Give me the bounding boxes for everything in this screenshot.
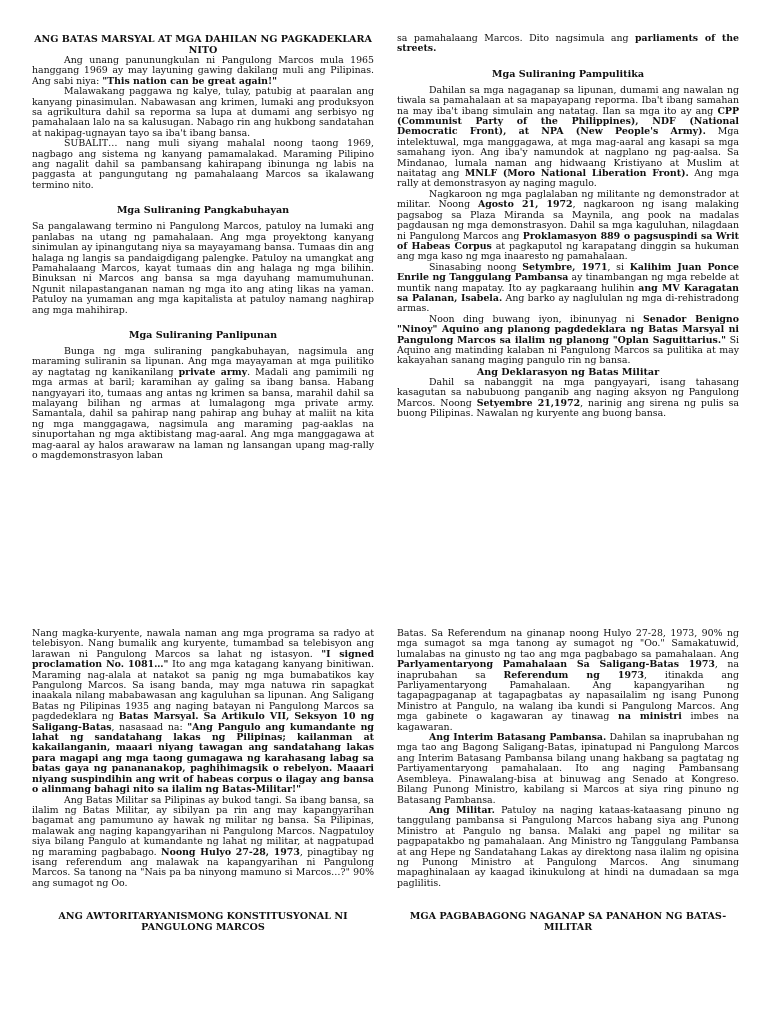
column-top-right xyxy=(397,34,739,579)
paragraph: Dahilan sa mga nagaganap sa lipunan, dumami ang nawalan ng tiwala sa pamahalaan at sa mapayapang reporma. Iba't ibang samahan na may iba't ibang simulain ang natatag. Ilan sa mga ito ay ang CPP (Communist Party of the Philippines), NDF (National Democratic Front), at NPA (New People's Army). Mga intelektuwal, mga manggagawa, at mga mag-aaral ang kasapi sa mga samahang iyon. Ang iba'y namundok at nagplano ng pag-aalsa. Sa Mindanao, lumala naman ang hidwaang Kristiyano at Muslim at naitatag ang MNLF (Moro National Liberation Front). Ang mga rally at demonstrasyon ay naging magulo. xyxy=(397,84,739,190)
paragraph: Nang magka-kuryente, nawala naman ang mga programa sa radyo at telebisyon. Nang bumalik ang kuryente, tumambad sa telebisyon ang larawan ni Pangulong Marcos sa lahat ng istasyon. "I signed proclamation No. 1081…" Ito ang mga katagang kanyang binitiwan. Maraming nag-alala at natakot sa panig ng mga bumabatikos kay Pangulong Marcos. Sa isang banda, may mga natuwa rin sapagkat inaakala nilang mababawasan ang kaguluhan sa lipunan. Ang Saligang Batas ng Pilipinas 1935 ang naging batayan ni Pangulong Marcos sa pagdedeklara ng Batas Marsyal. Sa Artikulo VII, Seksyon 10 ng Saligang-Batas, nasasaad na: "Ang Pangulo ang kumandante ng lahat ng sandatahang lakas ng Pilipinas; kailanman at kakailanganin, maaari niyang tawagan ang sandatahang lakas para magapi ang mga taong gumagawa ng karahasang labag sa batas gaya ng panananakop, paghihimagsik o rebelyon. Maaari niyang suspindihin ang writ of habeas corpus o ilagay ang bansa o alinmang bahagi nito sa ilalim ng Batas-Militar!" xyxy=(32,629,374,796)
heading-batas-marsyal: ANG BATAS MARSYAL AT MGA DAHILAN NG PAGKADEKLARA NITO xyxy=(34,34,372,56)
paragraph: Bunga ng mga suliraning pangkabuhayan, nagsimula ang maraming suliranin sa lipunan. Ang mga mayayaman at mga puilitiko ay nagtatag ng kanikanilang private army. Madali ang pamimili ng mga armas at baril; karamihan ay galing sa ibang bansa. Habang nangyayari ito, tumaas ang antas ng krimen sa bansa, marahil dahil sa malayang bilihan ng armas at lumalagong mga private army. Samantala, dahil sa pahirap nang pahirap ang buhay at maliit na kita ng mga manggagawa, nagsimula ang maraming pag-aaklas na sinuportahan ng mga aktibistang mag-aaral. Ang mga manggagawa at mag-aaral ay halos arawaraw na laman ng lansangan upang mag-rally o magdemonstrasyon laban xyxy=(32,345,374,461)
paragraph: Ang Militar. Patuloy na naging kataas-kataasang pinuno ng tanggulang pambansa si Pangulong Marcos habang siya ang Punong Ministro at Pangulo ng bansa. Malaki ang papel ng militar sa pagpapatakbo ng pamahalaan. Ang Ministro ng Tanggulang Pambansa at ang Hepe ng Sandatahang Lakas ay direktong nasa ilalim ng opisina ng Punong Ministro at Pangulong Marcos. Ang sinumang mapaghinalaan ay kaagad ikinukulong at hindi na dumadaan sa mga paglilitis. xyxy=(397,804,739,889)
paragraph: Dahil sa nabanggit na mga pangyayari, isang tahasang kasagutan sa nabubuong panganib ang naging aksyon ng Pangulong Marcos. Noong Setyembre 21,1972, narinig ang sirena ng pulis sa buong Pilipinas. Nawalan ng kuryente ang buong bansa. xyxy=(397,376,739,419)
column-bottom-left xyxy=(32,629,374,1021)
paragraph: Noon ding buwang iyon, ibinunyag ni Senador Benigno "Ninoy" Aquino ang planong pagdedeklara ng Batas Marsyal ni Pangulong Marcos sa ilalim ng planong "Oplan Saguittarius." Si Aquino ang matinding kalaban ni Pangulong Marcos sa pulitika at may kakayahan sanang maging pangulo rin ng bansa. xyxy=(397,313,739,367)
heading-panlipunan: Mga Suliraning Panlipunan xyxy=(128,329,278,341)
paragraph: Ang Interim Batasang Pambansa. Dahilan sa inaprubahan ng mga tao ang Bagong Saligang-Batas, ipinatupad ni Pangulong Marcos ang Interim Batasang Pambansa bilang unang hakbang sa pagtatag ng Partiyamentaryong pamahalaan. Ito ang naging Pambansang Asembleya. Pinawalang-bisa at binuwag ang Senado at Kongreso. Bilang Punong Ministro, kabilang si Marcos at siya ring pinuno ng Batasang Pambansa. xyxy=(397,732,739,806)
paragraph: Batas. Sa Referendum na ginanap noong Hulyo 27-28, 1973, 90% ng mga sumagot sa mga tanong ay sumagot ng "Oo." Samakatuwid, lumalabas na ginusto ng tao ang mga pagbabago sa pamahalaan. Ang Parlyamentaryong Pamahalaan Sa Saligang-Batas 1973, na inaprubahan sa Referendum ng 1973, itinakda ang Parliyamentaryong Pamahalaan. Ang kapangyarihan ng tagapagpaganap at tagapagbatas ay napasailalim ng isang Punong Ministro at Pangulo, na walang iba kundi si Pangulong Marcos. Ang mga gabinete o kagawaran ay tinawag na ministri imbes na kagawaran. xyxy=(397,629,739,733)
paragraph: Malawakang paggawa ng kalye, tulay, patubig at paaralan ang kanyang pinasimulan. Nabawasan ang krimen, lumaki ang produksyon sa agrikultura dahil sa reporma sa lupa at dumami ang serbisyo ng pamahalaan lalo na sa kalusugan. Nabago rin ang hukbong sandatahan at nakipag-ugnayan tayo sa iba't ibang bansa. xyxy=(32,86,374,139)
paragraph: Nagkaroon ng mga paglalaban ng militante ng demonstrador at militar. Noong Agosto 21, 1972, nagkaroon ng isang malaking pagsabog sa Plaza Miranda sa Maynila, ang pook na madalas pagdausan ng mga demonstrasyon. Dahil sa mga kaguluhan, nilagdaan ni Pangulong Marcos ang Proklamasyon 889 o pagsuspindi sa Writ of Habeas Corpus at pagkaputol ng karapatang dinggin sa hukuman ang mga kaso ng mga inaaresto ng pamahalaan. xyxy=(397,188,739,263)
paragraph: Sa pangalawang termino ni Pangulong Marcos, patuloy na lumaki ang panlabas na utang ng pamahalaan. Ang mga proyektong kanyang sinimulan ay ipinangutang niya sa mayayamang bansa. Tumaas din ang halaga ng langis sa pandaigdigang palengke. Patuloy na umangkat ang Pamahalaang Marcos, kayat tumaas din ang halaga ng mga bilihin. Binuksan ni Marcos ang bansa sa mga dayuhang mamumuhunan. Ngunit nilapastanganan naman ng mga ito ang ating likas na yaman. Patuloy na yumaman ang mga kapitalista at patuloy namang naghirap ang mga mahihirap. xyxy=(32,221,374,316)
paragraph: Ang Batas Militar sa Pilipinas ay bukod tangi. Sa ibang bansa, sa ilalim ng Batas Militar, ay sibilyan pa rin ang may kapangyarihan bagamat ang pamumuno ay hawak ng militar ng bansa. Sa Pilipinas, malawak ang naging kapangyarihan ni Pangulong Marcos. Nagpatuloy siya bilang Pangulo at kumandante ng lahat ng militar, at nagpatupad ng maraming pagbabago. Noong Hulyo 27-28, 1973, pinagtibay ng isang referendum ang malawak na kapangyarihan ni Pangulong Marcos. Sa tanong na "Nais pa ba ninyong mamuno si Marcos…?" 90% ang sumagot ng Oo. xyxy=(32,794,374,889)
heading-pangkabuhayan: Mga Suliraning Pangkabuhayan xyxy=(116,205,290,217)
column-top-left xyxy=(32,34,374,579)
heading-pagbabago: MGA PAGBABAGONG NAGANAP SA PANAHON NG BATAS-MILITAR xyxy=(409,911,727,934)
paragraph: Sinasabing noong Setymbre, 1971, si Kalihim Juan Ponce Enrile ng Tanggulang Pambansa ay tinambangan ng mga rebelde at muntik nang mapatay. Ito ay pagkaraang hulihin ang MV Karagatan sa Palanan, Isabela. Ang barko ay naglululan ng mga di-rehistradong armas. xyxy=(397,261,739,315)
paragraph: sa pamahalaang Marcos. Dito nagsimula ang parliaments of the streets. xyxy=(397,34,739,55)
column-bottom-right xyxy=(397,629,739,1021)
heading-deklarasyon: Ang Deklarasyon ng Batas Militar xyxy=(476,366,660,378)
paragraph: SUBALIT… nang muli siyang mahalal noong taong 1969, nagbago ang sistema ng kanyang pamamalakad. Maraming Pilipino ang nagalit dahil sa pambansang kahirapang ibinunga ng labis na paggasta at pangungutang ng pamahalaang Marcos sa ikalawang termino nito. xyxy=(32,138,374,191)
heading-pampulitika: Mga Suliraning Pampulitika xyxy=(491,68,645,80)
paragraph: Ang unang panunungkulan ni Pangulong Marcos mula 1965 hanggang 1969 ay may layuning gawing dakilang muli ang Pilipinas. Ang sabi niya: "This nation can be great again!" xyxy=(32,55,374,87)
heading-awtoritaryanismo: ANG AWTORITARYANISMONG KONSTITUSYONAL NI PANGULONG MARCOS xyxy=(58,911,348,934)
